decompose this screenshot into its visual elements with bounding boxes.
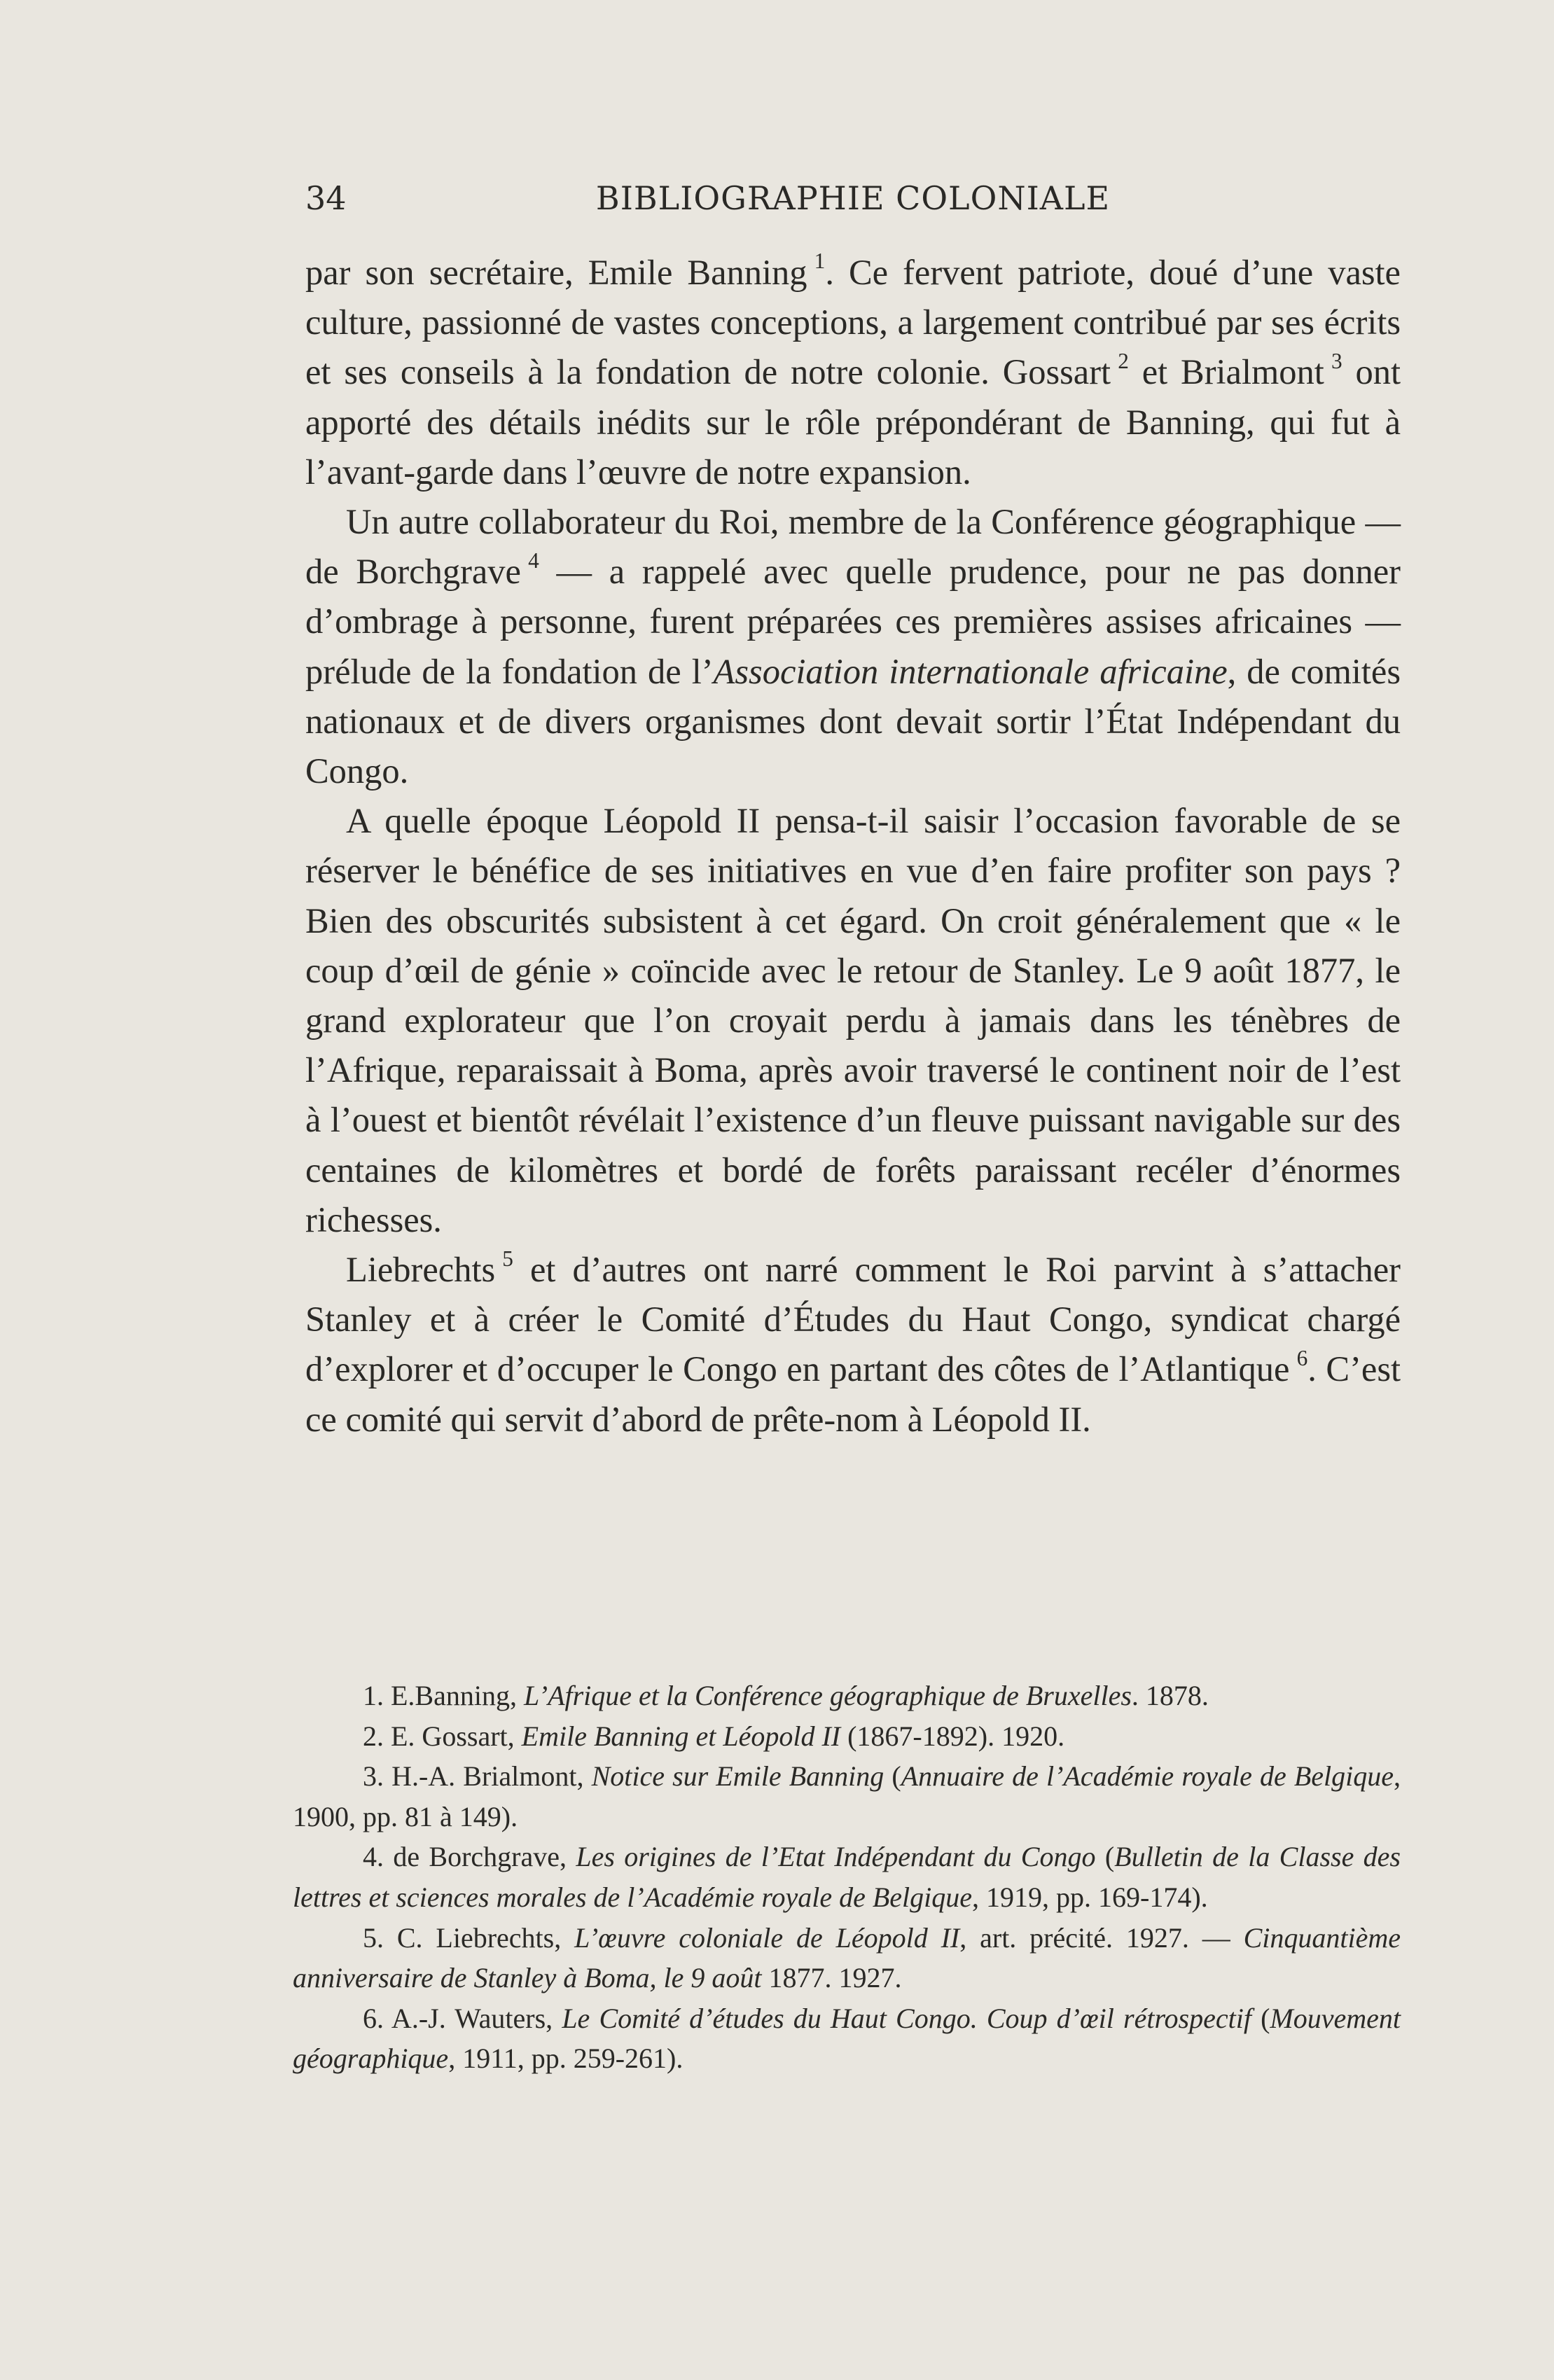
footnote-number: 4. — [363, 1841, 384, 1873]
text-run: ( — [1251, 2002, 1270, 2034]
footnote — [293, 1756, 1401, 1837]
paragraph — [305, 1245, 1401, 1445]
footnote-ref: 3 — [1331, 348, 1343, 373]
footnote — [293, 1716, 1401, 1757]
footnote-ref: 6 — [1296, 1345, 1308, 1370]
body-text — [305, 248, 1401, 1445]
text-run: de Borchgrave, — [384, 1841, 576, 1873]
running-title: BIBLIOGRAPHIE COLONIALE — [595, 179, 1111, 217]
text-run: E. Gossart, — [384, 1720, 522, 1752]
text-run: E.Banning, — [384, 1680, 524, 1711]
footnote — [293, 1837, 1401, 1917]
italic-run: Cinquantième anniversaire de Stanley à Boma, le 9 août — [293, 1921, 1401, 1994]
text-run: , de comités nationaux et de divers organismes dont devait sortir l’État Indépendant du Congo. — [305, 651, 1401, 791]
text-run: . C’est ce comité qui servit d’abord de prête-nom à Léopold II. — [305, 1349, 1401, 1439]
footnote-ref: 1 — [814, 249, 826, 274]
text-run: Un autre collaborateur du Roi, membre de la Conférence géographique — de Borchgrave — [305, 502, 1401, 592]
italic-run: L’œuvre coloniale de Léopold II — [574, 1921, 960, 1954]
italic-run: Association internationale africaine — [713, 651, 1228, 691]
footnote-ref: 4 — [528, 548, 539, 573]
italic-run: L’Afrique et la Conférence géographique de Bruxelles — [523, 1680, 1132, 1711]
paragraph — [305, 497, 1401, 796]
text-run: , art. précité. 1927. — — [959, 1921, 1244, 1954]
text-run: — a rappelé avec quelle prudence, pour ne pas donner d’ombrage à personne, furent préparées ces premières assises africaines — prélude de la fondation de l’ — [305, 552, 1401, 691]
text-run: A.-J. Wauters, — [384, 2002, 562, 2034]
text-run: ( — [884, 1760, 901, 1793]
italic-run: Emile Banning et Léopold II — [521, 1720, 841, 1752]
italic-run: Annuaire de l’Académie royale de Belgique — [901, 1760, 1394, 1793]
footnote-ref: 5 — [502, 1246, 513, 1271]
text-run: . Ce fervent patriote, doué d’une vaste culture, passionné de vastes conceptions, a largement contribué par ses écrits et ses conseils à la fondation de notre colonie. Gossart — [305, 253, 1401, 392]
text-run: C. Liebrechts, — [384, 1921, 575, 1954]
text-run: et d’autres ont narré comment le Roi parvint à s’attacher Stanley et à créer le Comité d’Études du Haut Congo, syndicat chargé d’explorer et d’occuper le Congo en partant des côtes de l’Atlantique — [305, 1250, 1401, 1389]
footnote — [293, 1918, 1401, 1998]
italic-run: Notice sur Emile Banning — [591, 1760, 884, 1793]
page-header — [305, 174, 1401, 223]
text-run: , 1900, pp. 81 à 149). — [293, 1760, 1401, 1832]
text-run: et Brialmont — [1128, 352, 1324, 392]
page-number: 34 — [305, 179, 347, 217]
italic-run: Le Comité d’études du Haut Congo. Coup d’œil rétrospectif — [562, 2002, 1251, 2034]
paragraph — [305, 248, 1401, 497]
footnote-number: 6. — [363, 2002, 384, 2034]
text-run: H.-A. Brialmont, — [384, 1760, 592, 1793]
text-run: 1877. 1927. — [761, 1962, 902, 1994]
footnote-ref: 2 — [1118, 348, 1129, 373]
italic-run: Mouvement géographique — [293, 2002, 1401, 2075]
footnote-number: 3. — [363, 1760, 384, 1793]
footnote-number: 2. — [363, 1720, 384, 1752]
footnote-number: 5. — [363, 1921, 384, 1954]
text-run: . 1878. — [1131, 1680, 1209, 1711]
text-run: (1867-1892). 1920. — [840, 1720, 1065, 1752]
text-run: par son secrétaire, Emile Banning — [305, 253, 807, 292]
footnote — [293, 1676, 1401, 1716]
footnote — [293, 1998, 1401, 2079]
footnotes — [293, 1676, 1401, 2079]
text-run: Liebrechts — [346, 1250, 496, 1290]
text-run: ont apporté des détails inédits sur le rôle prépondérant de Banning, qui fut à l’avant-garde dans l’œuvre de notre expansion. — [305, 352, 1401, 492]
text-run: , 1911, pp. 259-261). — [448, 2043, 684, 2075]
italic-run: Bulletin de la Classe des lettres et sciences morales de l’Académie royale de Belgique — [293, 1841, 1401, 1913]
footnote-number: 1. — [363, 1680, 384, 1711]
paragraph: A quelle époque Léopold II pensa-t-il saisir l’occasion favorable de se réserver le bénéfice de ses initiatives en vue d’en faire profiter son pays ? Bien des obscurités subsistent à cet égard. On croit généralement que « le coup d’œil de génie » coïncide avec le retour de Stanley. Le 9 août 1877, le grand explorateur que l’on croyait perdu à jamais dans les ténèbres de l’Afrique, reparaissait à Boma, après avoir traversé le continent noir de l’est à l’ouest et bientôt révélait l’existence d’un fleuve puissant navigable sur des centaines de kilomètres et bordé de forêts paraissant recéler d’énormes richesses. — [305, 801, 1401, 1239]
italic-run: Les origines de l’Etat Indépendant du Congo — [576, 1841, 1096, 1873]
text-run: , 1919, pp. 169-174). — [972, 1881, 1208, 1913]
text-run: ( — [1095, 1841, 1115, 1873]
